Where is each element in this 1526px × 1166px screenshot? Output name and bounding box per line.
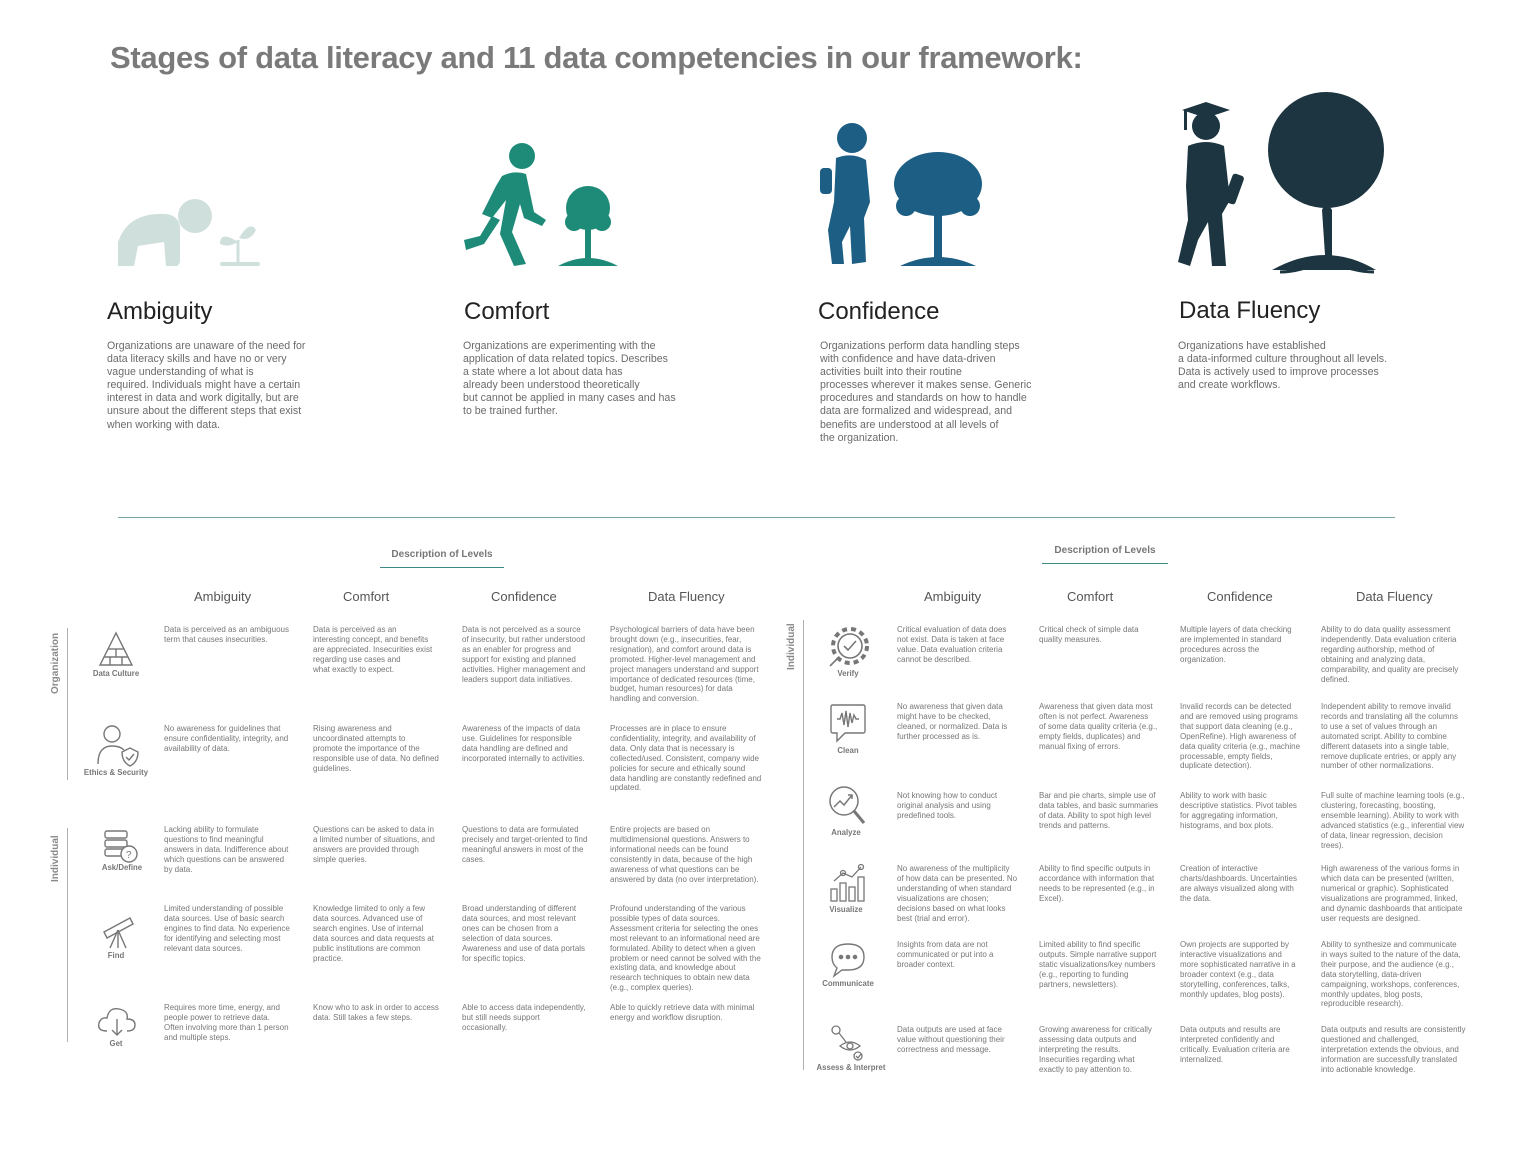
eye-network-icon [830, 1024, 868, 1062]
left-cell: Lacking ability to formulate questions to find meaningful answers in data. Indifference about which questions can be answered by data. [164, 825, 289, 874]
row-label-ethics-security: Ethics & Security [83, 768, 149, 777]
left-colhead-confidence: Confidence [491, 589, 557, 604]
row-label-ask-define: Ask/Define [101, 863, 143, 872]
confidence-illustration [820, 122, 1000, 268]
walking-person-icon [462, 142, 622, 267]
left-cell: Data is perceived as an ambiguous term that causes insecurities. [164, 625, 289, 644]
right-cell: Bar and pie charts, simple use of data tables, and basic summaries of data. Ability to spot high level trends and patterns. [1039, 791, 1159, 830]
right-cell: Awareness that given data most often is not perfect. Awareness of some data quality criteria (e.g., empty fields, duplicates) and manual fixing of errors. [1039, 702, 1158, 751]
left-cell: Rising awareness and uncoordinated attempts to promote the importance of the responsible use of data. No defined guidelines. [313, 724, 439, 773]
left-cell: Entire projects are based on multidimensional questions. Answers to informational needs can be found consistently in data, because of the high awareness of what questions can be answered by data (no over interpretation). [610, 825, 759, 884]
group-label-individual-right: Individual [786, 623, 797, 670]
left-cell: Knowledge limited to only a few data sources. Advanced use of search engines. Use of internal data sources and data requests at public institutions are common practice. [313, 904, 434, 963]
row-label-data-culture: Data Culture [92, 669, 140, 678]
left-cell: Requires more time, energy, and people power to retrieve data. Often involving more than 1 person and multiple steps. [164, 1003, 289, 1042]
stage-desc-confidence: Organizations perform data handling steps with confidence and have data-driven activities built into their routine processes wherever it makes sense. Generic procedures and standards on how to handle data are formalized and widespread, and benefits are understood at all levels of the organization. [820, 340, 1032, 444]
left-cell: Profound understanding of the various possible types of data sources. Assessment criteria for selecting the ones most relevant to an informational need are formulated. Ability to detect when a given problem or need cannot be solved with the existing data, and knowledge about research techniques to obtain new data (e.g., complex queries). [610, 904, 761, 993]
row-label-clean: Clean [837, 746, 859, 755]
left-cell: Questions to data are formulated precisely and target-oriented to find meaningful answers in most of the cases. [462, 825, 588, 864]
left-cell: Psychological barriers of data have been brought down (e.g., insecurities, fear, resignation), and comfort around data is promoted. Higher-level management and project managers understand and support importance of dedicated resources (time, budget, human resources) for data handling and conversion. [610, 625, 759, 704]
right-cell: Invalid records can be detected and are removed using programs that support data cleaning (e.g., OpenRefine). High awareness of data quality criteria (e.g., machine processable, empty fields, duplicate detection). [1180, 702, 1301, 771]
left-colhead-comfort: Comfort [343, 589, 390, 604]
right-cell: Multiple layers of data checking are implemented in standard procedures across the organization. [1180, 625, 1292, 664]
backpacker-icon [820, 122, 1000, 268]
bar-chart-icon [829, 863, 869, 903]
stage-name-confidence: Confidence [818, 298, 940, 325]
left-colhead-data-fluency: Data Fluency [648, 589, 725, 604]
page-title: Stages of data literacy and 11 data competencies in our framework: [110, 40, 1083, 75]
right-cell: No awareness of the multiplicity of how data can be presented. No understanding of when standard visualizations are chosen; decisions based on what looks best (trial and error). [897, 864, 1018, 923]
right-cell: Creation of interactive charts/dashboards. Uncertainties are always visualized along with the data. [1180, 864, 1297, 903]
svg-text:?: ? [126, 850, 132, 861]
right-cell: Ability to find specific outputs in accordance with information that needs to be represented (e.g., in Excel). [1039, 864, 1155, 903]
group-label-organization: Organization [50, 632, 61, 694]
right-cell: Data outputs are used at face value without questioning their correctness and message. [897, 1025, 1005, 1054]
right-cell: Own projects are supported by interactive visualizations and more sophisticated narrative in a broader context (e.g., data storytelling, conferences, talks, monthly updates, blog posts). [1180, 940, 1296, 999]
right-cell: No awareness that given data might have to be checked, cleaned, or normalized. Data is further processed as is. [897, 702, 1008, 741]
left-colhead-ambiguity: Ambiguity [194, 589, 252, 604]
row-label-visualize: Visualize [829, 905, 863, 914]
stage-name-ambiguity: Ambiguity [107, 298, 213, 325]
ambiguity-illustration [108, 190, 268, 270]
magnifier-chart-icon [828, 785, 866, 825]
right-cell: Ability to synthesize and communicate in ways suited to the nature of the data, their purpose, and the audience (e.g., data storytelling, data-driven campaigning, workshops, conferences, monthly updates, blog posts, reproducible research). [1321, 940, 1461, 1009]
left-cell: Limited understanding of possible data sources. Use of basic search engines to find data. No experience for identifying and selecting most relevant data sources. [164, 904, 290, 953]
graduate-icon [1176, 90, 1376, 276]
right-cell: Ability to work with basic descriptive statistics. Pivot tables for aggregating information, histograms, and box plots. [1180, 791, 1297, 830]
row-label-get: Get [109, 1039, 123, 1048]
person-shield-icon [96, 724, 138, 766]
individual-bracket-left [67, 828, 68, 1042]
tree-icon [894, 152, 982, 266]
right-cell: High awareness of the various forms in which data can be presented (written, numerical or graphic). Sophisticated visualizations are programmed, linked, and dynamic dashboards that anticipate user requests are designed. [1321, 864, 1463, 923]
left-description-of-levels: Description of Levels [380, 549, 504, 568]
stage-name-comfort: Comfort [464, 298, 550, 325]
database-question-icon [103, 829, 139, 865]
right-cell: Not knowing how to conduct original analysis and using predefined tools. [897, 791, 998, 820]
row-label-communicate: Communicate [822, 979, 874, 988]
left-cell: Know who to ask in order to access data. Still takes a few steps. [313, 1003, 439, 1022]
left-cell: Questions can be asked to data in a limited number of situations, and answers are provided through simple queries. [313, 825, 435, 864]
cloud-download-icon [97, 1005, 137, 1037]
left-cell: No awareness for guidelines that ensure confidentiality, integrity, and availability of data. [164, 724, 289, 753]
right-cell: Full suite of machine learning tools (e.g., clustering, forecasting, boosting, ensemble learning). Ability to work with advanced statistics (e.g., inferential view of data, linear regression, decision trees). [1321, 791, 1465, 850]
left-cell: Broad understanding of different data sources, and most relevant ones can be chosen from a selection of data sources. Awareness and use of data portals for specific topics. [462, 904, 586, 963]
row-label-find: Find [107, 951, 125, 960]
stage-desc-ambiguity: Organizations are unaware of the need for data literacy skills and have no or very vague understanding of what is required. Individuals might have a certain interest in data and work digitally, but are unsure about the different steps that exist when working with data. [107, 340, 306, 431]
organization-bracket [67, 628, 68, 780]
stage-name-data-fluency: Data Fluency [1179, 297, 1321, 324]
speech-bubble-icon [830, 942, 866, 978]
small-tree-icon [558, 186, 618, 266]
right-cell: Limited ability to find specific outputs. Simple narrative support static visualizations/key numbers (e.g., reporting to funding partners, newsletters). [1039, 940, 1157, 989]
right-colhead-ambiguity: Ambiguity [924, 589, 982, 604]
right-colhead-data-fluency: Data Fluency [1356, 589, 1433, 604]
right-colhead-confidence: Confidence [1207, 589, 1273, 604]
comfort-illustration [462, 142, 622, 267]
left-cell: Able to access data independently, but still needs support occasionally. [462, 1003, 586, 1032]
right-cell: Data outputs and results are interpreted confidently and critically. Evaluation criteria are internalized. [1180, 1025, 1290, 1064]
section-divider [118, 517, 1395, 518]
large-tree-icon [1268, 92, 1384, 272]
right-cell: Insights from data are not communicated or put into a broader context. [897, 940, 994, 969]
pyramid-icon [98, 631, 134, 667]
row-label-analyze: Analyze [831, 828, 861, 837]
individual-bracket-right [803, 620, 804, 1070]
left-cell: Able to quickly retrieve data with minimal energy and workflow disruption. [610, 1003, 755, 1022]
waveform-icon [829, 703, 867, 743]
right-cell: Growing awareness for critically assessing data outputs and interpreting the results. Insecurities regarding what exactly to pay attention to. [1039, 1025, 1152, 1074]
row-label-assess-interpret: Assess & Interpret [816, 1063, 886, 1072]
right-cell: Independent ability to remove invalid records and translating all the columns to use a set of values through an automated script. Ability to combine different datasets into a single table, remove duplicate entries, or apply any number of other normalizations. [1321, 702, 1458, 771]
stage-desc-data-fluency: Organizations have established a data-informed culture throughout all levels. Data is actively used to improve processes and create workflows. [1178, 340, 1388, 392]
right-colhead-comfort: Comfort [1067, 589, 1114, 604]
row-label-verify: Verify [837, 669, 859, 678]
data-fluency-illustration [1176, 90, 1376, 276]
telescope-icon [100, 912, 136, 950]
right-cell: Data outputs and results are consistently questioned and challenged, interpretation extends the obvious, and information are successfully translated into actionable knowledge. [1321, 1025, 1466, 1074]
left-cell: Awareness of the impacts of data use. Guidelines for responsible data handling are defined and incorporated internally to activities. [462, 724, 585, 763]
gear-check-icon [828, 624, 872, 668]
left-cell: Data is perceived as an interesting concept, and benefits are appreciated. Insecurities exist regarding use cases and what exactly to expect. [313, 625, 433, 674]
sprout-icon [220, 226, 260, 266]
right-description-of-levels: Description of Levels [1042, 545, 1168, 564]
stage-desc-comfort: Organizations are experimenting with the application of data related topics. Describes a state where a lot about data has already been understood theoretically but cannot be applied in many cases and has to be trained further. [463, 340, 676, 418]
left-cell: Processes are in place to ensure confidentiality, integrity, and availability of data. Only data that is necessary is collected/used. Consistent, company wide policies for secure and ethically sound data handling are constantly redefined and updated. [610, 724, 762, 793]
right-cell: Ability to do data quality assessment independently. Data evaluation criteria regarding authorship, method of obtaining and analyzing data, comparability, and quality are precisely defined. [1321, 625, 1459, 684]
right-cell: Critical evaluation of data does not exist. Data is taken at face value. Data evaluation criteria cannot be described. [897, 625, 1007, 664]
left-cell: Data is not perceived as a source of insecurity, but rather understood as an enabler for progress and support for existing and planned activities. Higher management and leaders support data initiatives. [462, 625, 586, 684]
group-label-individual-left: Individual [50, 835, 61, 882]
right-cell: Critical check of simple data quality measures. [1039, 625, 1139, 644]
crawling-person-icon [108, 190, 268, 270]
